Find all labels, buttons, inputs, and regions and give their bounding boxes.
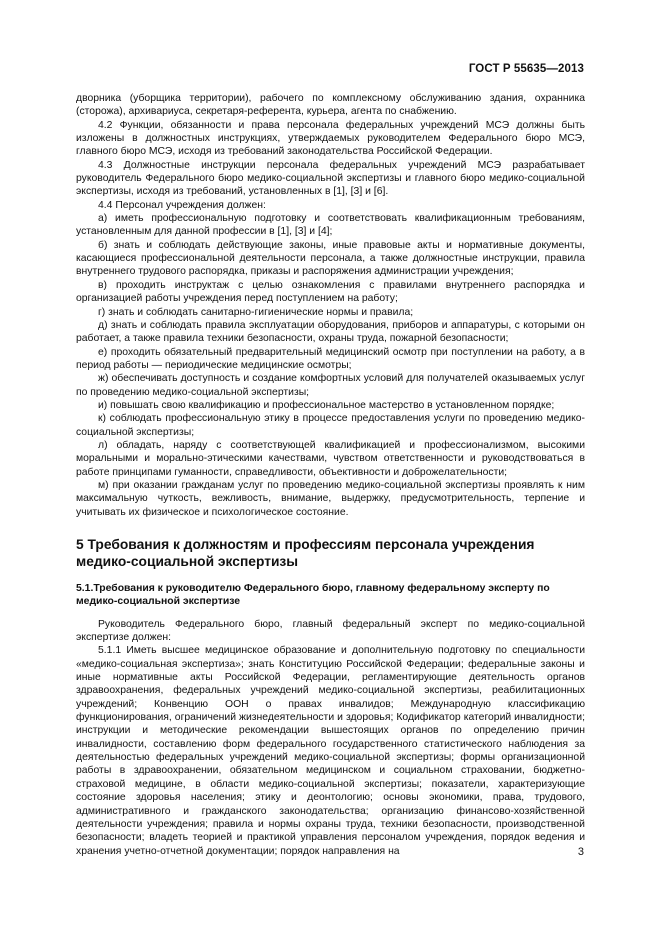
paragraph-4-2: 4.2 Функции, обязанности и права персонала федеральных учреждений МСЭ должны быть изложены в должностных инструкциях, утверждаемых руководителем Федерального бюро МСЭ, главного бюро МСЭ, исходя из требований законодательства Российской Федерации. [76, 119, 585, 158]
list-item-v: в) проходить инструктаж с целью ознакомления с правилами внутреннего распорядка и организацией работы учреждения перед поступлением на работу; [76, 279, 585, 305]
document-body [76, 92, 585, 858]
list-item-b: б) знать и соблюдать действующие законы, иные правовые акты и нормативные документы, касающиеся профессиональной деятельности персонала, а также должностные инструкции, правила внутреннего трудового распорядка, приказы и распоряжения администрации учреждения; [76, 239, 585, 278]
section-5-1-intro: Руководитель Федерального бюро, главный федеральный эксперт по медико-социальной экспертизе должен: [76, 618, 585, 644]
list-item-d: д) знать и соблюдать правила эксплуатации оборудования, приборов и аппаратуры, с которыми он работает, а также правила техники безопасности, охраны труда, пожарной безопасности; [76, 319, 585, 345]
paragraph-5-1-1: 5.1.1 Иметь высшее медицинское образование и дополнительную подготовку по специальности «медико-социальная экспертиза»; знать Конституцию Российской Федерации; федеральные законы и иные нормативные акты Российской Федерации, регламентирующие деятельность органов здравоохранения, федеральных учреждений медико-социальной экспертизы, реабилитационных учреждений; Конвенцию ООН о правах инвалидов; Международную классификацию функционирования, ограничений жизнедеятельности и здоровья; Кодификатор категорий инвалидности; инструкции и методические рекомендации вышестоящих органов по определению причин инвалидности, составлению форм федерального государственного статистического наблюдения за деятельностью федеральных учреждений медико-социальной экспертизы; формы организационной работы в здравоохранении, обязательном медицинском и социальном страховании, бюджетно-страховой медицине, в области медико-социальной экспертизы; показатели, характеризующие состояние здоровья населения; этику и деонтологию; основы экономики, права, трудового, административного и гражданского законодательства; организацию финансово-хозяйственной деятельности учреждения; правила и нормы охраны труда, техники безопасности, производственной безопасности; владеть теорией и практикой управления персоналом учреждения, порядок ведения и хранения учетно-отчетной документации; порядок направления на [76, 645, 585, 857]
list-item-e: е) проходить обязательный предварительный медицинский осмотр при поступлении на работу, а в период работы — периодические медицинские осмотры; [76, 346, 585, 371]
paragraph-4-3: 4.3 Должностные инструкции персонала федеральных учреждений МСЭ разрабатывает руководитель Федерального бюро медико-социальной экспертизы и главного бюро медико-социальной экспертизы, исходя из требований, установленных в [1], [3] и [6]. [76, 159, 585, 198]
list-item-k: к) соблюдать профессиональную этику в процессе предоставления услуги по проведению медико-социальной экспертизы; [76, 413, 585, 438]
page-number: 3 [577, 846, 584, 858]
paragraph-continuation: дворника (уборщика территории), рабочего по комплексному обслуживанию здания, охранника (сторожа), архивариуса, секретаря-референта, курьера, агента по снабжению. [76, 93, 585, 118]
section-5-title: 5 Требования к должностям и профессиям персонала учреждения медико-социальной экспертизы [76, 537, 535, 569]
list-item-a: а) иметь профессиональную подготовку и соответствовать квалификационным требованиям, установленным для данной профессии в [1], [3] и [4]; [76, 213, 585, 238]
list-item-l: л) обладать, наряду с соответствующей квалификацией и профессионализмом, высокими моральными и морально-этическими качествами, чувством ответственности и руководствоваться в работе принципами гуманности, справедливости, объективности и доброжелательности; [76, 439, 585, 478]
list-item-zh: ж) обеспечивать доступность и создание комфортных условий для получателей оказываемых услуг по проведению медико-социальной экспертизы; [76, 373, 585, 398]
standard-code-header: ГОСТ Р 55635—2013 [468, 63, 584, 75]
list-item-i: и) повышать свою квалификацию и профессиональное мастерство в установленном порядке; [98, 399, 555, 411]
section-5-1-title: 5.1.Требования к руководителю Федерального бюро, главному федеральному эксперту по медико-социальной экспертизе [76, 583, 550, 608]
paragraph-4-4: 4.4 Персонал учреждения должен: [98, 199, 266, 211]
list-item-g: г) знать и соблюдать санитарно-гигиенические нормы и правила; [98, 306, 414, 318]
list-item-m: м) при оказании гражданам услуг по проведению медико-социальной экспертизы проявлять к ним максимальную чуткость, вежливость, внимание, выдержку, предусмотрительность, терпение и учитывать их физическое и психологическое состояние. [76, 479, 585, 518]
